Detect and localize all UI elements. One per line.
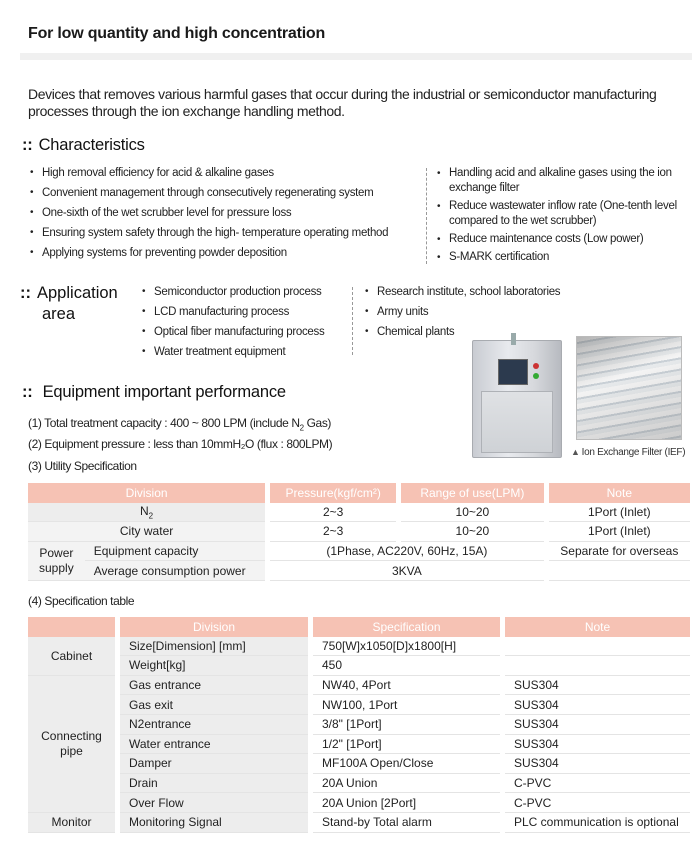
performance-title: Equipment important performance [42, 383, 286, 401]
row-label: Drain [120, 774, 308, 794]
n2-subscript: 2 [148, 511, 154, 521]
table-row [28, 522, 690, 542]
row-label: Over Flow [120, 793, 308, 813]
n2-label: N [140, 503, 149, 518]
characteristics-title: Characteristics [38, 136, 145, 154]
table-row [28, 735, 690, 755]
utility-table [28, 483, 690, 581]
table-cell: 10~20 [401, 522, 543, 542]
list-item: • One-sixth of the wet scrubber level for pressure loss [30, 207, 425, 227]
column-header: Note [549, 483, 690, 503]
table-cell: SUS304 [505, 676, 690, 696]
performance-line-2: (2) Equipment pressure : less than 10mmH₂O (flux : 800LPM) [28, 437, 333, 451]
table-cell: SUS304 [505, 754, 690, 774]
list-item: • Convenient management through consecutively regenerating system [30, 187, 425, 207]
group-label-connecting-pipe [28, 676, 115, 813]
table-cell: 2~3 [270, 503, 396, 523]
row-label: Water entrance [120, 735, 308, 755]
list-item: • Research institute, school laboratories [365, 286, 575, 306]
list-item: • Chemical plants [365, 326, 575, 346]
list-item: • Applying systems for preventing powder deposition [30, 247, 425, 267]
table-cell: NW100, 1Port [313, 695, 500, 715]
control-panel-shape [498, 359, 528, 385]
heading-dots: :: [22, 136, 33, 154]
row-label [28, 503, 265, 523]
column-header: Note [505, 617, 690, 637]
row-label: Weight[kg] [120, 656, 308, 676]
filter-photo [576, 336, 682, 440]
indicator-lamp [533, 363, 539, 369]
table-cell: 10~20 [401, 503, 543, 523]
row-label: Gas entrance [120, 676, 308, 696]
list-item: • Reduce wastewater inflow rate (One-tenth level compared to the wet scrubber) [437, 199, 689, 229]
table-cell: (1Phase, AC220V, 60Hz, 15A) [270, 542, 543, 562]
list-item: • S-MARK certification [437, 250, 689, 265]
group-label-monitor: Monitor [28, 813, 115, 833]
column-header: Division [120, 617, 308, 637]
table-cell: SUS304 [505, 735, 690, 755]
table-row [28, 656, 690, 676]
table-row [28, 503, 690, 523]
table-cell: 20A Union [313, 774, 500, 794]
row-label: Damper [120, 754, 308, 774]
table-cell [505, 656, 690, 676]
table-cell: 2~3 [270, 522, 396, 542]
table-cell: 750[W]x1050[D]x1800[H] [313, 637, 500, 657]
characteristics-list-right [437, 166, 689, 265]
table-cell: 450 [313, 656, 500, 676]
column-header: Division [28, 483, 265, 503]
performance-line-1 [28, 416, 331, 432]
list-item: • Reduce maintenance costs (Low power) [437, 232, 689, 247]
table-cell: 20A Union [2Port] [313, 793, 500, 813]
table-header-row [28, 617, 690, 637]
table-row [28, 676, 690, 696]
table-row [28, 774, 690, 794]
row-label: Size[Dimension] [mm] [120, 637, 308, 657]
table-row [28, 695, 690, 715]
row-label: Monitoring Signal [120, 813, 308, 833]
heading-dots: :: [20, 284, 31, 302]
row-label: Average consumption power [85, 561, 265, 581]
list-item: • Semiconductor production process [142, 286, 347, 306]
performance-heading [22, 383, 286, 402]
table-cell: SUS304 [505, 695, 690, 715]
triangle-icon: ▲ [571, 447, 580, 457]
power-supply-label [28, 542, 85, 581]
list-item: • Handling acid and alkaline gases using the ion exchange filter [437, 166, 689, 196]
spec-table [28, 617, 690, 833]
list-item: • LCD manufacturing process [142, 306, 347, 326]
table-row [28, 754, 690, 774]
column-header: Pressure(kgf/cm²) [270, 483, 396, 503]
table-row [28, 542, 690, 562]
table-cell: 1Port (Inlet) [549, 522, 690, 542]
table-row [28, 637, 690, 657]
column-header: Range of use(LPM) [401, 483, 543, 503]
perf-text-end: Gas) [303, 416, 332, 430]
indicator-lamp [533, 373, 539, 379]
row-label: Equipment capacity [85, 542, 265, 562]
table-row [28, 793, 690, 813]
table-row [28, 561, 690, 581]
row-label: Gas exit [120, 695, 308, 715]
table-cell [505, 637, 690, 657]
cabinet-door-shape [481, 391, 553, 453]
table-cell [549, 561, 690, 581]
intro-text: Devices that removes various harmful gases that occur during the industrial or semiconductor manufacturing processes through the ion exchange handling method. [28, 86, 657, 119]
application-divider [352, 287, 353, 355]
perf-text: (1) Total treatment capacity : 400 ~ 800 LPM (include N [28, 416, 300, 430]
table-cell: SUS304 [505, 715, 690, 735]
column-header: Specification [313, 617, 500, 637]
table-header-row [28, 483, 690, 503]
application-list-right [365, 286, 575, 346]
group-label-line1: Connecting [41, 728, 102, 743]
table-cell: NW40, 4Port [313, 676, 500, 696]
application-title-line1: Application [37, 284, 118, 302]
table-cell: Separate for overseas [549, 542, 690, 562]
heading-dots: :: [22, 383, 33, 401]
table-cell: 1Port (Inlet) [549, 503, 690, 523]
characteristics-heading [22, 136, 145, 155]
row-label: City water [28, 522, 265, 542]
list-item: • Army units [365, 306, 575, 326]
characteristics-list-left [30, 167, 425, 267]
list-item: • Optical fiber manufacturing process [142, 326, 347, 346]
application-list-left [142, 286, 347, 366]
table-row [28, 813, 690, 833]
table-cell: C-PVC [505, 793, 690, 813]
table-row [28, 715, 690, 735]
list-item: • High removal efficiency for acid & alkaline gases [30, 167, 425, 187]
group-label-line2: pipe [60, 743, 83, 758]
list-item: • Ensuring system safety through the high- temperature operating method [30, 227, 425, 247]
table-cell: 3KVA [270, 561, 543, 581]
spec-table-label: (4) Specification table [28, 594, 135, 608]
filter-caption-text: Ion Exchange Filter (IEF) [581, 447, 686, 458]
pipe-shape [511, 333, 516, 345]
title-underline [20, 53, 692, 60]
power-label-line1: Power [39, 545, 74, 560]
table-cell: MF100A Open/Close [313, 754, 500, 774]
perf-subscript: 2 [299, 423, 304, 433]
equipment-photo [472, 340, 562, 458]
table-cell: 1/2" [1Port] [313, 735, 500, 755]
application-title-line2: area [42, 305, 76, 323]
page-title: For low quantity and high concentration [28, 25, 326, 42]
group-label-cabinet: Cabinet [28, 637, 115, 676]
table-cell: C-PVC [505, 774, 690, 794]
application-heading [20, 284, 118, 324]
table-cell: Stand-by Total alarm [313, 813, 500, 833]
column-header-blank [28, 617, 115, 637]
power-label-line2: supply [39, 560, 74, 575]
row-label: N2entrance [120, 715, 308, 735]
filter-caption [571, 447, 685, 458]
table-cell: 3/8" [1Port] [313, 715, 500, 735]
utility-spec-label: (3) Utility Specification [28, 459, 137, 473]
characteristics-divider [426, 168, 427, 264]
list-item: • Water treatment equipment [142, 346, 347, 366]
table-cell: PLC communication is optional [505, 813, 690, 833]
